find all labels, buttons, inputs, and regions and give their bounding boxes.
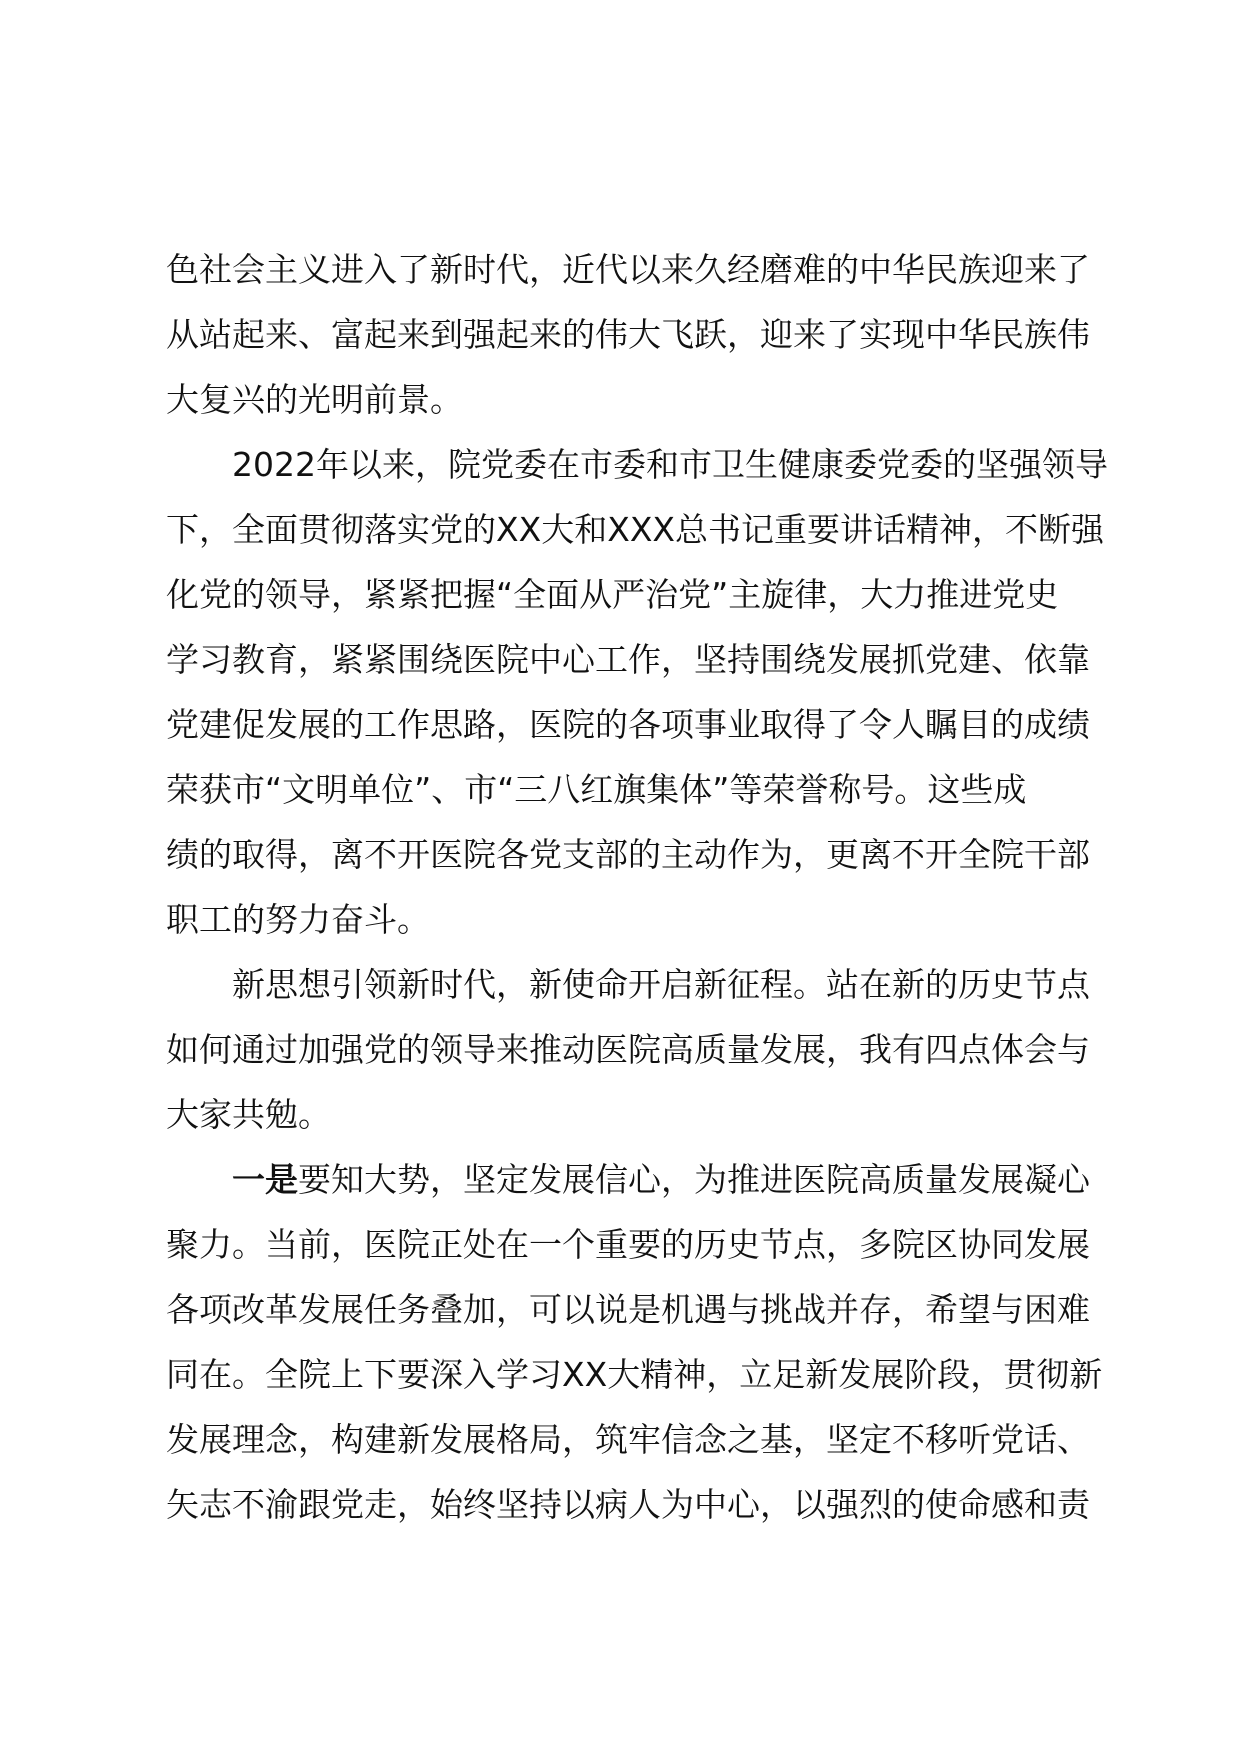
text-line: 绩的取得，离不开医院各党支部的主动作为，更离不开全院干部 [166,835,1090,874]
text-line: 各项改革发展任务叠加，可以说是机遇与挑战并存，希望与困难 [166,1290,1090,1329]
text-line: 新思想引领新时代，新使命开启新征程。站在新的历史节点 [232,965,1090,1004]
document-page [166,237,1118,1537]
text-line: 荣获市“文明单位”、市“三八红旗集体”等荣誉称号。这些成 [166,770,1027,809]
text-line: 大家共勉。 [166,1095,331,1134]
paragraph-2 [166,432,1118,952]
paragraph-lead: 一是 [232,1160,298,1199]
text-line: 下，全面贯彻落实党的XX大和XXX总书记重要讲话精神，不断强 [166,510,1105,549]
text-line: 大复兴的光明前景。 [166,380,463,419]
text-line: 色社会主义进入了新时代，近代以来久经磨难的中华民族迎来了 [166,250,1090,289]
text-line: 从站起来、富起来到强起来的伟大飞跃，迎来了实现中华民族伟 [166,315,1090,354]
text-line: 化党的领导，紧紧把握“全面从严治党”主旋律，大力推进党史 [166,575,1059,614]
text-line: 2022年以来，院党委在市委和市卫生健康委党委的坚强领导 [232,445,1108,484]
paragraph-3 [166,952,1118,1147]
text-line-rest: 要知大势，坚定发展信心，为推进医院高质量发展凝心 [298,1160,1090,1199]
text-line: 发展理念，构建新发展格局，筑牢信念之基，坚定不移听党话、 [166,1420,1090,1459]
text-line: 聚力。当前，医院正处在一个重要的历史节点，多院区协同发展 [166,1225,1090,1264]
text-line: 矢志不渝跟党走，始终坚持以病人为中心，以强烈的使命感和责 [166,1485,1090,1524]
text-line: 职工的努力奋斗。 [166,900,430,939]
text-line: 党建促发展的工作思路，医院的各项事业取得了令人瞩目的成绩 [166,705,1090,744]
text-line: 如何通过加强党的领导来推动医院高质量发展，我有四点体会与 [166,1030,1090,1069]
text-line-with-lead [166,1147,1118,1212]
paragraph-4 [166,1147,1118,1537]
text-line: 学习教育，紧紧围绕医院中心工作，坚持围绕发展抓党建、依靠 [166,640,1090,679]
text-line: 同在。全院上下要深入学习XX大精神，立足新发展阶段，贯彻新 [166,1355,1103,1394]
paragraph-1 [166,237,1118,432]
